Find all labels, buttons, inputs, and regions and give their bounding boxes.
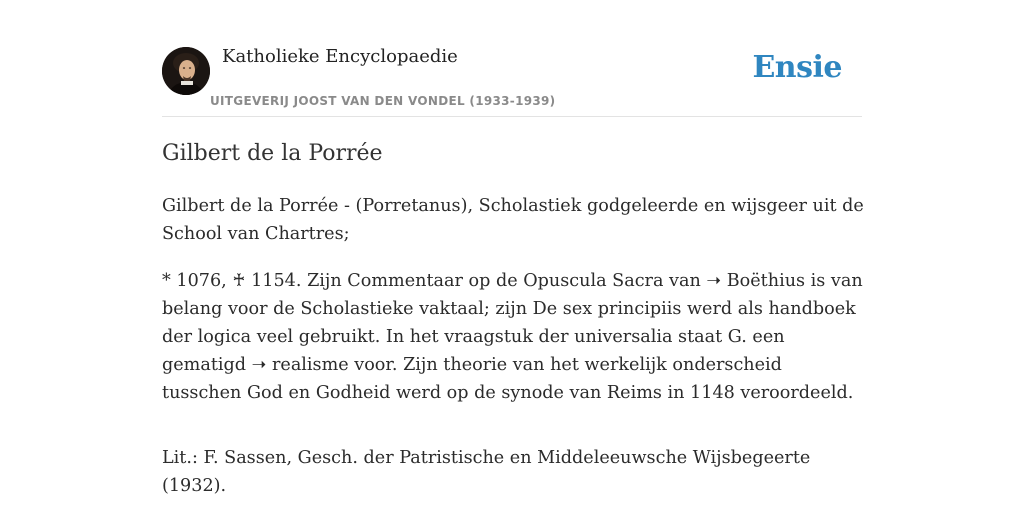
- article-paragraph: Gilbert de la Porrée - (Porretanus), Scholastiek godgeleerde en wijsgeer uit de School van Chartres;: [162, 196, 864, 244]
- article: [162, 138, 866, 512]
- literature-reference: Lit.: F. Sassen, Gesch. der Patristische en Middeleeuwsche Wijsbegeerte (1932).: [162, 448, 811, 496]
- source-title[interactable]: Katholieke Encyclopaedie: [222, 46, 458, 67]
- portrait-icon[interactable]: [162, 47, 210, 95]
- source-header: [162, 40, 862, 117]
- brand-logo[interactable]: Ensie: [752, 50, 842, 85]
- publisher-label: UITGEVERIJ JOOST VAN DEN VONDEL (1933-1939): [210, 94, 556, 108]
- article-paragraph: * 1076, ♰ 1154. Zijn Commentaar op de Opuscula Sacra van ➝ Boëthius is van belang voor de Scholastieke vaktaal; zijn De sex principiis werd als handboek der logica veel gebruikt. In het vraagstuk der universalia staat G. een gematigd ➝ realisme voor. Zijn theorie van het werkelijk onderscheid tusschen God en Godheid werd op de synode van Reims in 1148 veroordeeld.: [162, 271, 863, 403]
- article-title: Gilbert de la Porrée: [162, 141, 383, 166]
